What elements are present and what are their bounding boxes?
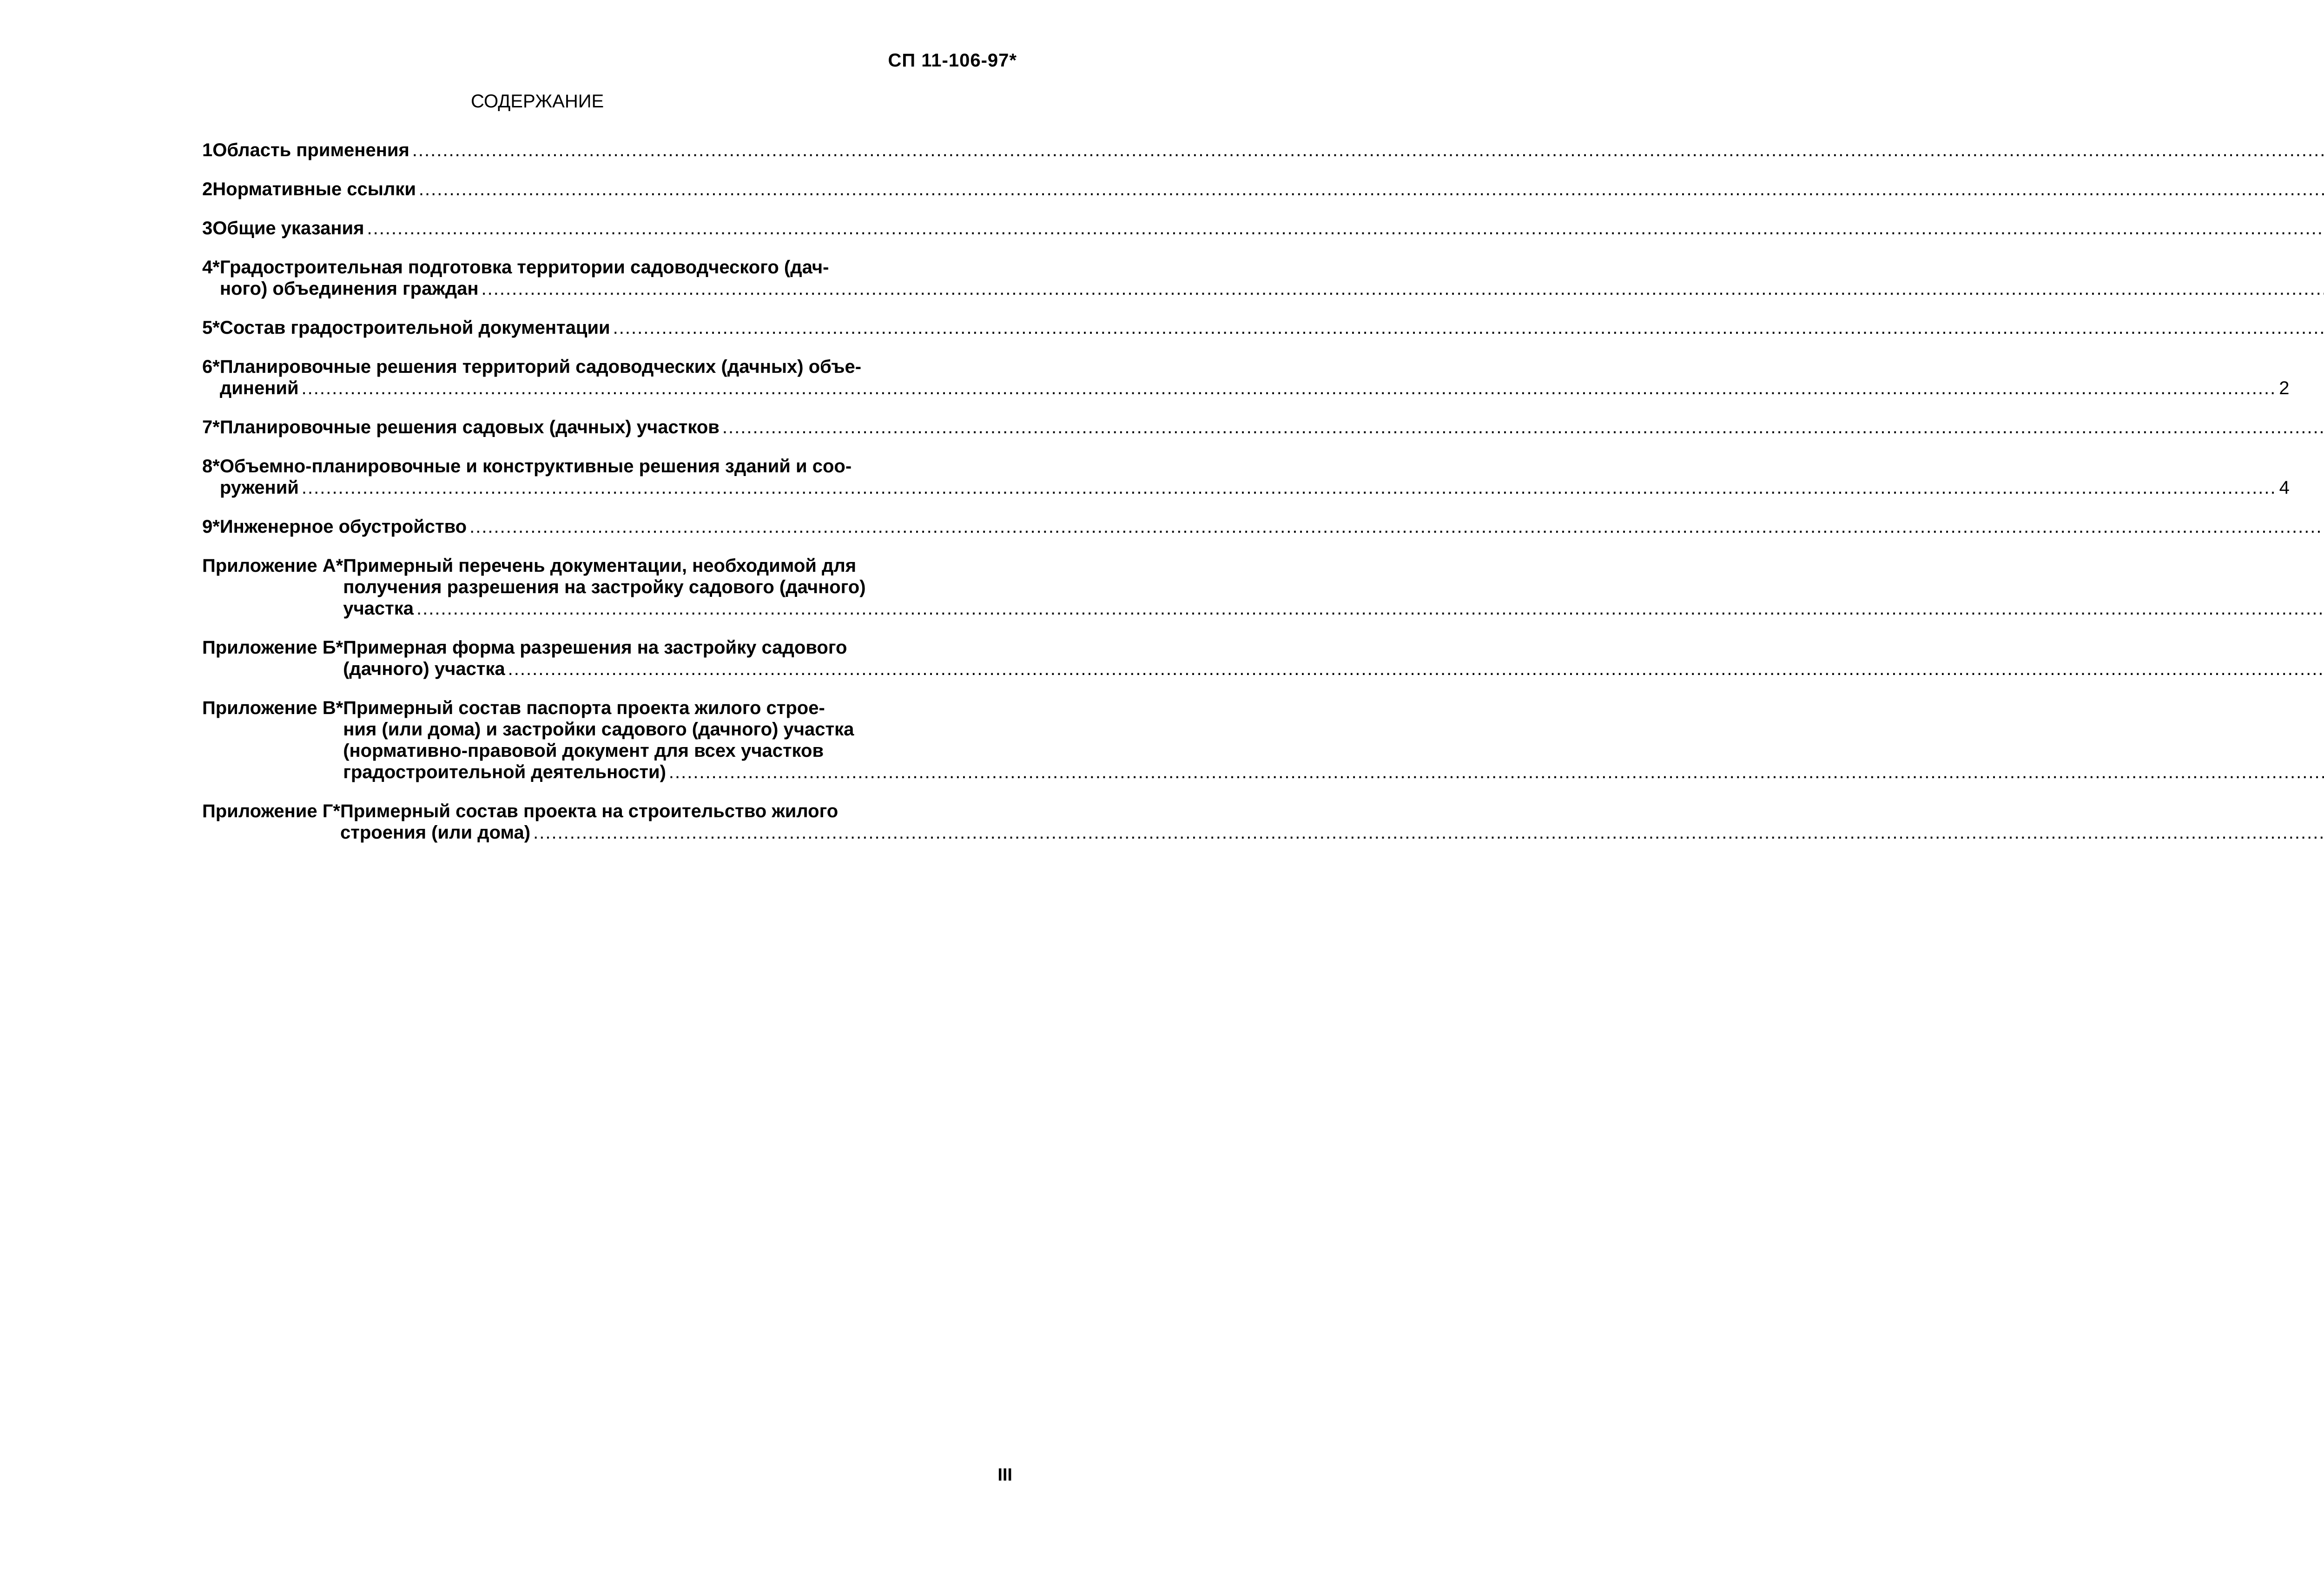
appendix-title-line: Примерная форма разрешения на застройку садового bbox=[343, 637, 847, 658]
toc-entry-number: 3 bbox=[202, 218, 213, 238]
appendix-title: строения (или дома) bbox=[340, 822, 531, 843]
dot-leader bbox=[508, 658, 2324, 680]
toc-entry-title: Состав градостроительной документации bbox=[219, 317, 610, 338]
appendix-title-line: получения разрешения на застройку садового (дачного) bbox=[343, 577, 866, 597]
dot-leader bbox=[367, 218, 2324, 239]
dot-leader bbox=[669, 761, 2324, 783]
dot-leader bbox=[533, 822, 2324, 843]
toc-entry-title-line: Планировочные решения территорий садоводческих (дачных) объе- bbox=[219, 357, 862, 377]
table-of-contents bbox=[202, 139, 2290, 861]
dot-leader bbox=[722, 417, 2324, 438]
dot-leader bbox=[302, 477, 2277, 498]
toc-page-number: 4 bbox=[2279, 477, 2290, 498]
toc-appendix-a[interactable] bbox=[202, 555, 872, 619]
toc-entry-title: ружений bbox=[219, 477, 299, 498]
appendix-title-line: Примерный перечень документации, необходимой для bbox=[343, 556, 857, 576]
toc-entry-8[interactable] bbox=[202, 456, 2290, 498]
appendix-label: Приложение Г* bbox=[202, 801, 340, 821]
toc-entry-7[interactable] bbox=[202, 417, 872, 438]
toc-entry-3[interactable] bbox=[202, 218, 872, 239]
toc-entry-number: 8* bbox=[202, 456, 220, 476]
dot-leader bbox=[482, 278, 2324, 299]
toc-entry-9[interactable] bbox=[202, 516, 872, 537]
toc-entry-title-line: Градостроительная подготовка территории садоводческого (дач- bbox=[219, 257, 829, 278]
toc-entry-title: Инженерное обустройство bbox=[219, 516, 467, 537]
appendix-title-line: Примерный состав паспорта проекта жилого строе- bbox=[343, 698, 825, 718]
dot-leader bbox=[613, 317, 2324, 338]
appendix-title: участка bbox=[343, 598, 414, 619]
dot-leader bbox=[416, 598, 2324, 619]
toc-appendix-v[interactable] bbox=[202, 697, 872, 783]
toc-entry-title: Нормативные ссылки bbox=[212, 179, 416, 199]
toc-entry-number: 2 bbox=[202, 179, 213, 199]
appendix-label: Приложение В* bbox=[202, 698, 343, 718]
toc-entry-number: 5* bbox=[202, 317, 220, 338]
page-title: СОДЕРЖАНИЕ bbox=[471, 91, 604, 112]
dot-leader bbox=[419, 179, 2324, 200]
toc-entry-title: ного) объединения граждан bbox=[219, 278, 479, 299]
toc-entry-number: 7* bbox=[202, 417, 220, 437]
toc-entry-title: динений bbox=[219, 378, 299, 398]
dot-leader bbox=[302, 377, 2277, 399]
appendix-label: Приложение А* bbox=[202, 556, 343, 576]
toc-entry-title: Общие указания bbox=[212, 218, 364, 238]
toc-appendix-b[interactable] bbox=[202, 637, 872, 680]
document-code: СП 11-106-97* bbox=[888, 50, 1017, 71]
appendix-title-line: (нормативно-правовой документ для всех участков bbox=[343, 741, 824, 761]
toc-entry-4[interactable] bbox=[202, 257, 872, 299]
toc-entry-number: 1 bbox=[202, 140, 213, 160]
toc-entry-number: 6* bbox=[202, 357, 220, 377]
appendix-title: (дачного) участка bbox=[343, 659, 505, 679]
appendix-title: градостроительной деятельности) bbox=[343, 762, 666, 782]
toc-entry-title: Область применения bbox=[212, 140, 409, 160]
toc-entry-title-line: Объемно-планировочные и конструктивные решения зданий и соо- bbox=[219, 456, 852, 476]
toc-appendix-g[interactable] bbox=[202, 800, 872, 843]
appendix-title-line: ния (или дома) и застройки садового (дачного) участка bbox=[343, 719, 854, 740]
toc-entry-5[interactable] bbox=[202, 317, 872, 338]
toc-entry-6[interactable] bbox=[202, 356, 2290, 399]
toc-entry-1[interactable] bbox=[202, 139, 872, 161]
toc-entry-number: 4* bbox=[202, 257, 220, 278]
page-number: III bbox=[997, 1465, 1012, 1485]
appendix-title-line: Примерный состав проекта на строительство жилого bbox=[340, 801, 838, 821]
dot-leader bbox=[469, 516, 2324, 537]
toc-entry-number: 9* bbox=[202, 516, 220, 537]
toc-page-number: 2 bbox=[2279, 378, 2290, 398]
toc-entry-title: Планировочные решения садовых (дачных) участков bbox=[219, 417, 720, 437]
appendix-label: Приложение Б* bbox=[202, 637, 343, 658]
toc-entry-2[interactable] bbox=[202, 179, 872, 200]
dot-leader bbox=[412, 139, 2324, 161]
